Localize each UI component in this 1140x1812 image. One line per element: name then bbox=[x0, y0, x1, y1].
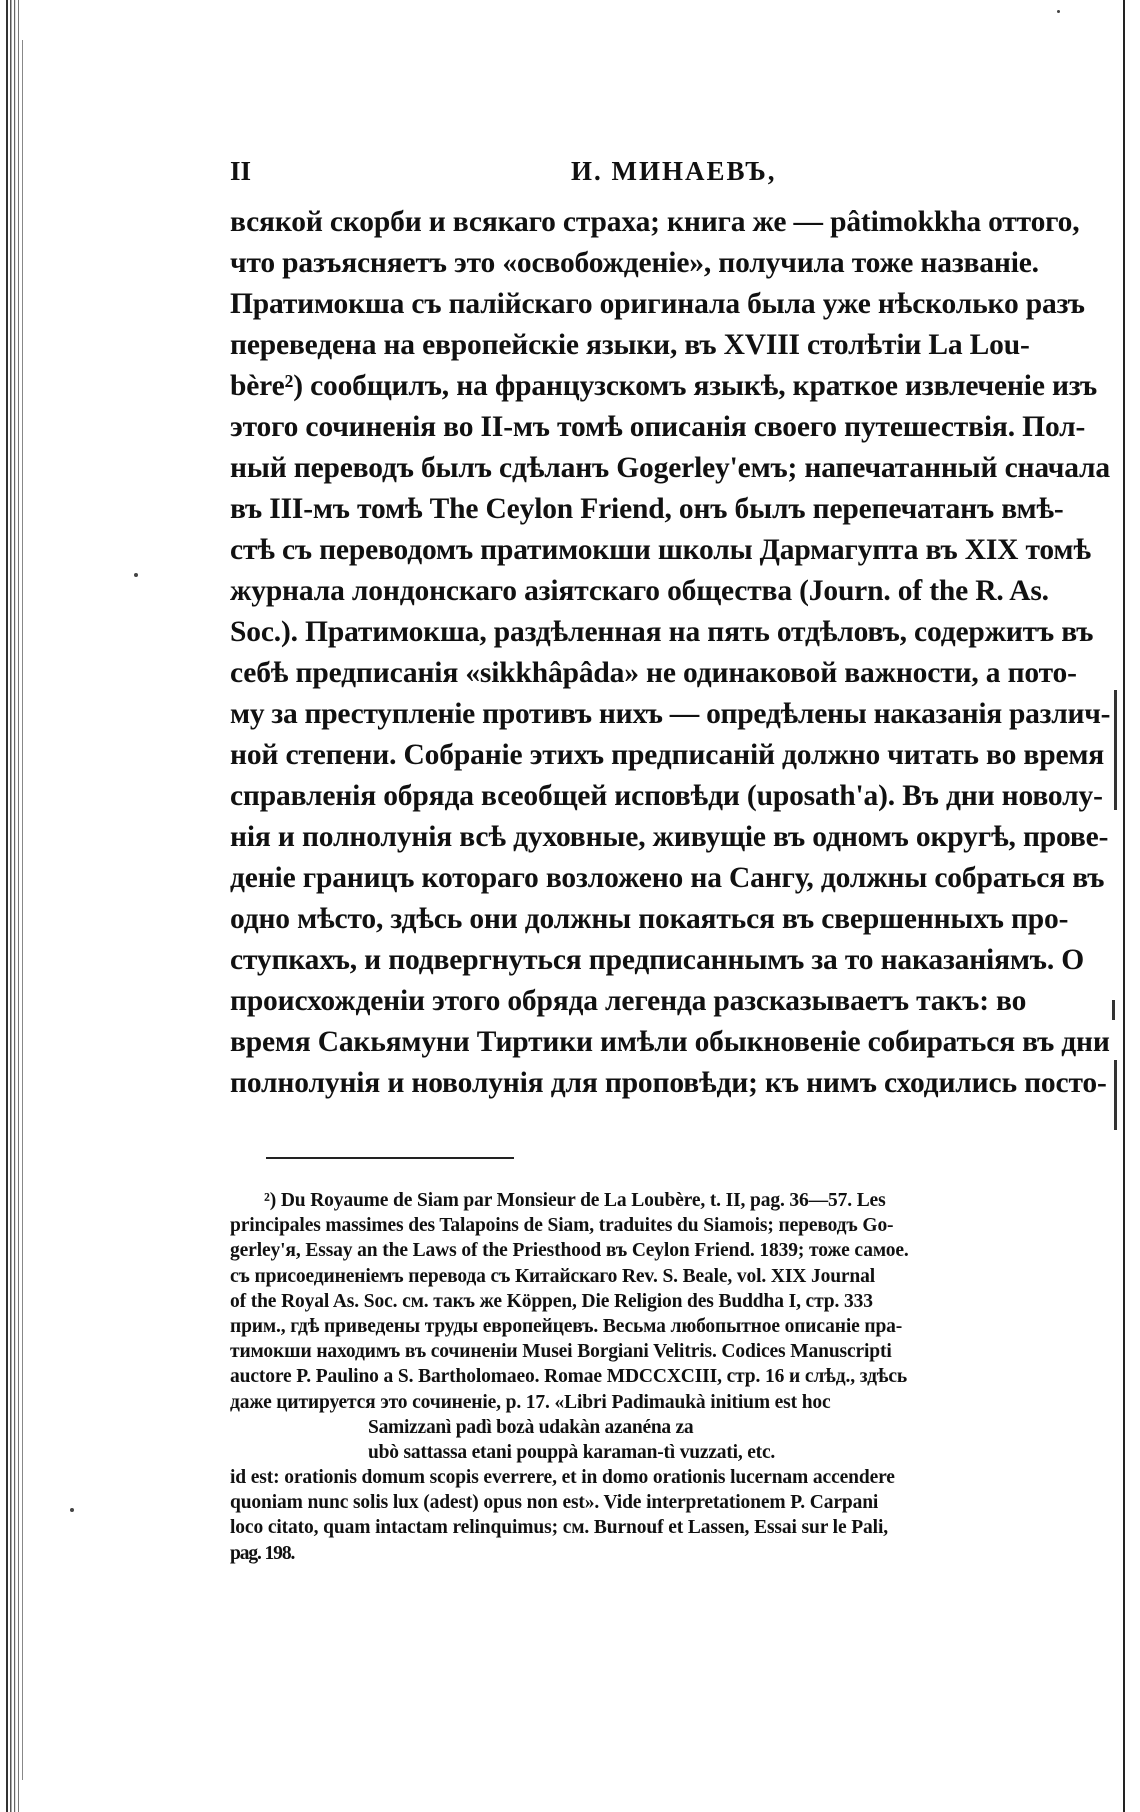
footnote-verse-line: Samizzanì padì bozà udakàn azanéna za bbox=[368, 1416, 694, 1438]
footnote-line: of the Royal As. Soc. см. такъ же Köppen, Die Religion des Buddha I, стр. 333 bbox=[230, 1290, 873, 1312]
text-line: му за преступленіе противъ нихъ — опредѣлены наказанія различ- bbox=[230, 698, 1111, 730]
footnote-line: auctore P. Paulino a S. Bartholomaeo. Romae MDCCXCIII, стр. 16 и слѣд., здѣсь bbox=[230, 1366, 908, 1388]
footnote-verse-line: ubò sattassa etani pouppà karaman-tì vuzzati, etc. bbox=[368, 1441, 776, 1463]
footnote-line: ²) Du Royaume de Siam par Monsieur de La Loubère, t. II, pag. 36—57. Les bbox=[264, 1190, 886, 1211]
text-line: журнала лондонскаго азіятскаго общества (Journ. of the R. As. bbox=[230, 575, 1049, 607]
binding-edge-lines bbox=[6, 0, 28, 1812]
text-line: стѣ съ переводомъ пратимокши школы Дармагупта въ XIX томѣ bbox=[230, 534, 1091, 566]
footnote-line: id est: orationis domum scopis everrere, et in domo orationis lucernam accendere bbox=[230, 1467, 895, 1489]
page-number: II bbox=[230, 156, 252, 186]
main-text bbox=[230, 202, 1120, 1104]
running-header bbox=[230, 156, 1020, 186]
running-title: И. МИНАЕВЪ, bbox=[571, 156, 777, 186]
footnote bbox=[230, 1188, 1120, 1566]
text-line: въ III-мъ томѣ The Ceylon Friend, онъ былъ перепечатанъ вмѣ- bbox=[230, 493, 1064, 525]
text-line: всякой скорби и всякаго страха; книга же — pâtimokkha оттого, bbox=[230, 206, 1080, 238]
footnote-line: gerley'я, Essay an the Laws of the Priesthood въ Ceylon Friend. 1839; тоже самое. bbox=[230, 1240, 909, 1262]
text-line: ступкахъ, и подвергнуться предписаннымъ за то наказаніямъ. О bbox=[230, 944, 1085, 976]
text-line: одно мѣсто, здѣсь они должны покаяться въ свершенныхъ про- bbox=[230, 903, 1069, 935]
footnote-line: loco citato, quam intactam relinquimus; см. Burnouf et Lassen, Essai sur le Pali, bbox=[230, 1517, 888, 1539]
text-line: ный переводъ былъ сдѣланъ Gogerley'емъ; напечатанный сначала bbox=[230, 452, 1111, 484]
footnote-line: pag. 198. bbox=[230, 1542, 295, 1564]
text-line: этого сочиненія во II-мъ томѣ описанія своего путешествія. Пол- bbox=[230, 411, 1086, 443]
margin-dot bbox=[1057, 10, 1060, 13]
footnote-line: тимокши находимъ въ сочиненіи Musei Borgiani Velitris. Codices Manuscripti bbox=[230, 1341, 892, 1363]
text-line: время Сакьямуни Тиртики имѣли обыкновеніе собираться въ дни bbox=[230, 1026, 1110, 1058]
footnote-line: съ присоединеніемъ перевода съ Китайскаго Rev. S. Beale, vol. XIX Journal bbox=[230, 1265, 876, 1287]
footnote-divider bbox=[266, 1157, 514, 1159]
margin-dot bbox=[70, 1508, 74, 1512]
text-line: деніе границъ котораго возложено на Сангу, должны собраться въ bbox=[230, 862, 1105, 894]
text-line: переведена на европейскіе языки, въ XVIII столѣтіи La Lou- bbox=[230, 329, 1030, 361]
text-line: нія и полнолунія всѣ духовные, живущіе въ одномъ округѣ, прове- bbox=[230, 821, 1109, 853]
footnote-line: даже цитируется это сочиненіе, p. 17. «Libri Padimaukà initium est hoc bbox=[230, 1391, 831, 1413]
footnote-line: principales massimes des Talapoins de Siam, traduites du Siamois; переводъ Go- bbox=[230, 1215, 894, 1237]
text-line: происхожденіи этого обряда легенда разсказываетъ такъ: во bbox=[230, 985, 1027, 1017]
text-line: полнолунія и новолунія для проповѣди; къ нимъ сходились посто- bbox=[230, 1067, 1107, 1099]
text-line: Пратимокша съ палійскаго оригинала была уже нѣсколько разъ bbox=[230, 288, 1085, 320]
footnote-line: quoniam nunc solis lux (adest) opus non est». Vide interpretationem P. Carpani bbox=[230, 1492, 879, 1514]
text-line: справленія обряда всеобщей исповѣди (uposath'a). Въ дни новолу- bbox=[230, 780, 1103, 812]
text-line: Soc.). Пратимокша, раздѣленная на пять отдѣловъ, содержитъ въ bbox=[230, 616, 1094, 648]
right-page-edge bbox=[1123, 0, 1125, 1812]
text-line: ной степени. Собраніе этихъ предписаній должно читать во время bbox=[230, 739, 1105, 771]
text-line: bère²) сообщилъ, на французскомъ языкѣ, краткое извлеченіе изъ bbox=[230, 370, 1098, 402]
text-line: себѣ предписанія «sikkhâpâda» не одинаковой важности, а пото- bbox=[230, 657, 1077, 689]
footnote-line: прим., гдѣ приведены труды европейцевъ. Весьма любопытное описаніе пра- bbox=[230, 1315, 903, 1337]
footnote-marker: ²) bbox=[264, 1190, 277, 1211]
margin-dot bbox=[134, 573, 138, 577]
text-line: что разъясняетъ это «освобожденіе», получила тоже названіе. bbox=[230, 247, 1039, 279]
